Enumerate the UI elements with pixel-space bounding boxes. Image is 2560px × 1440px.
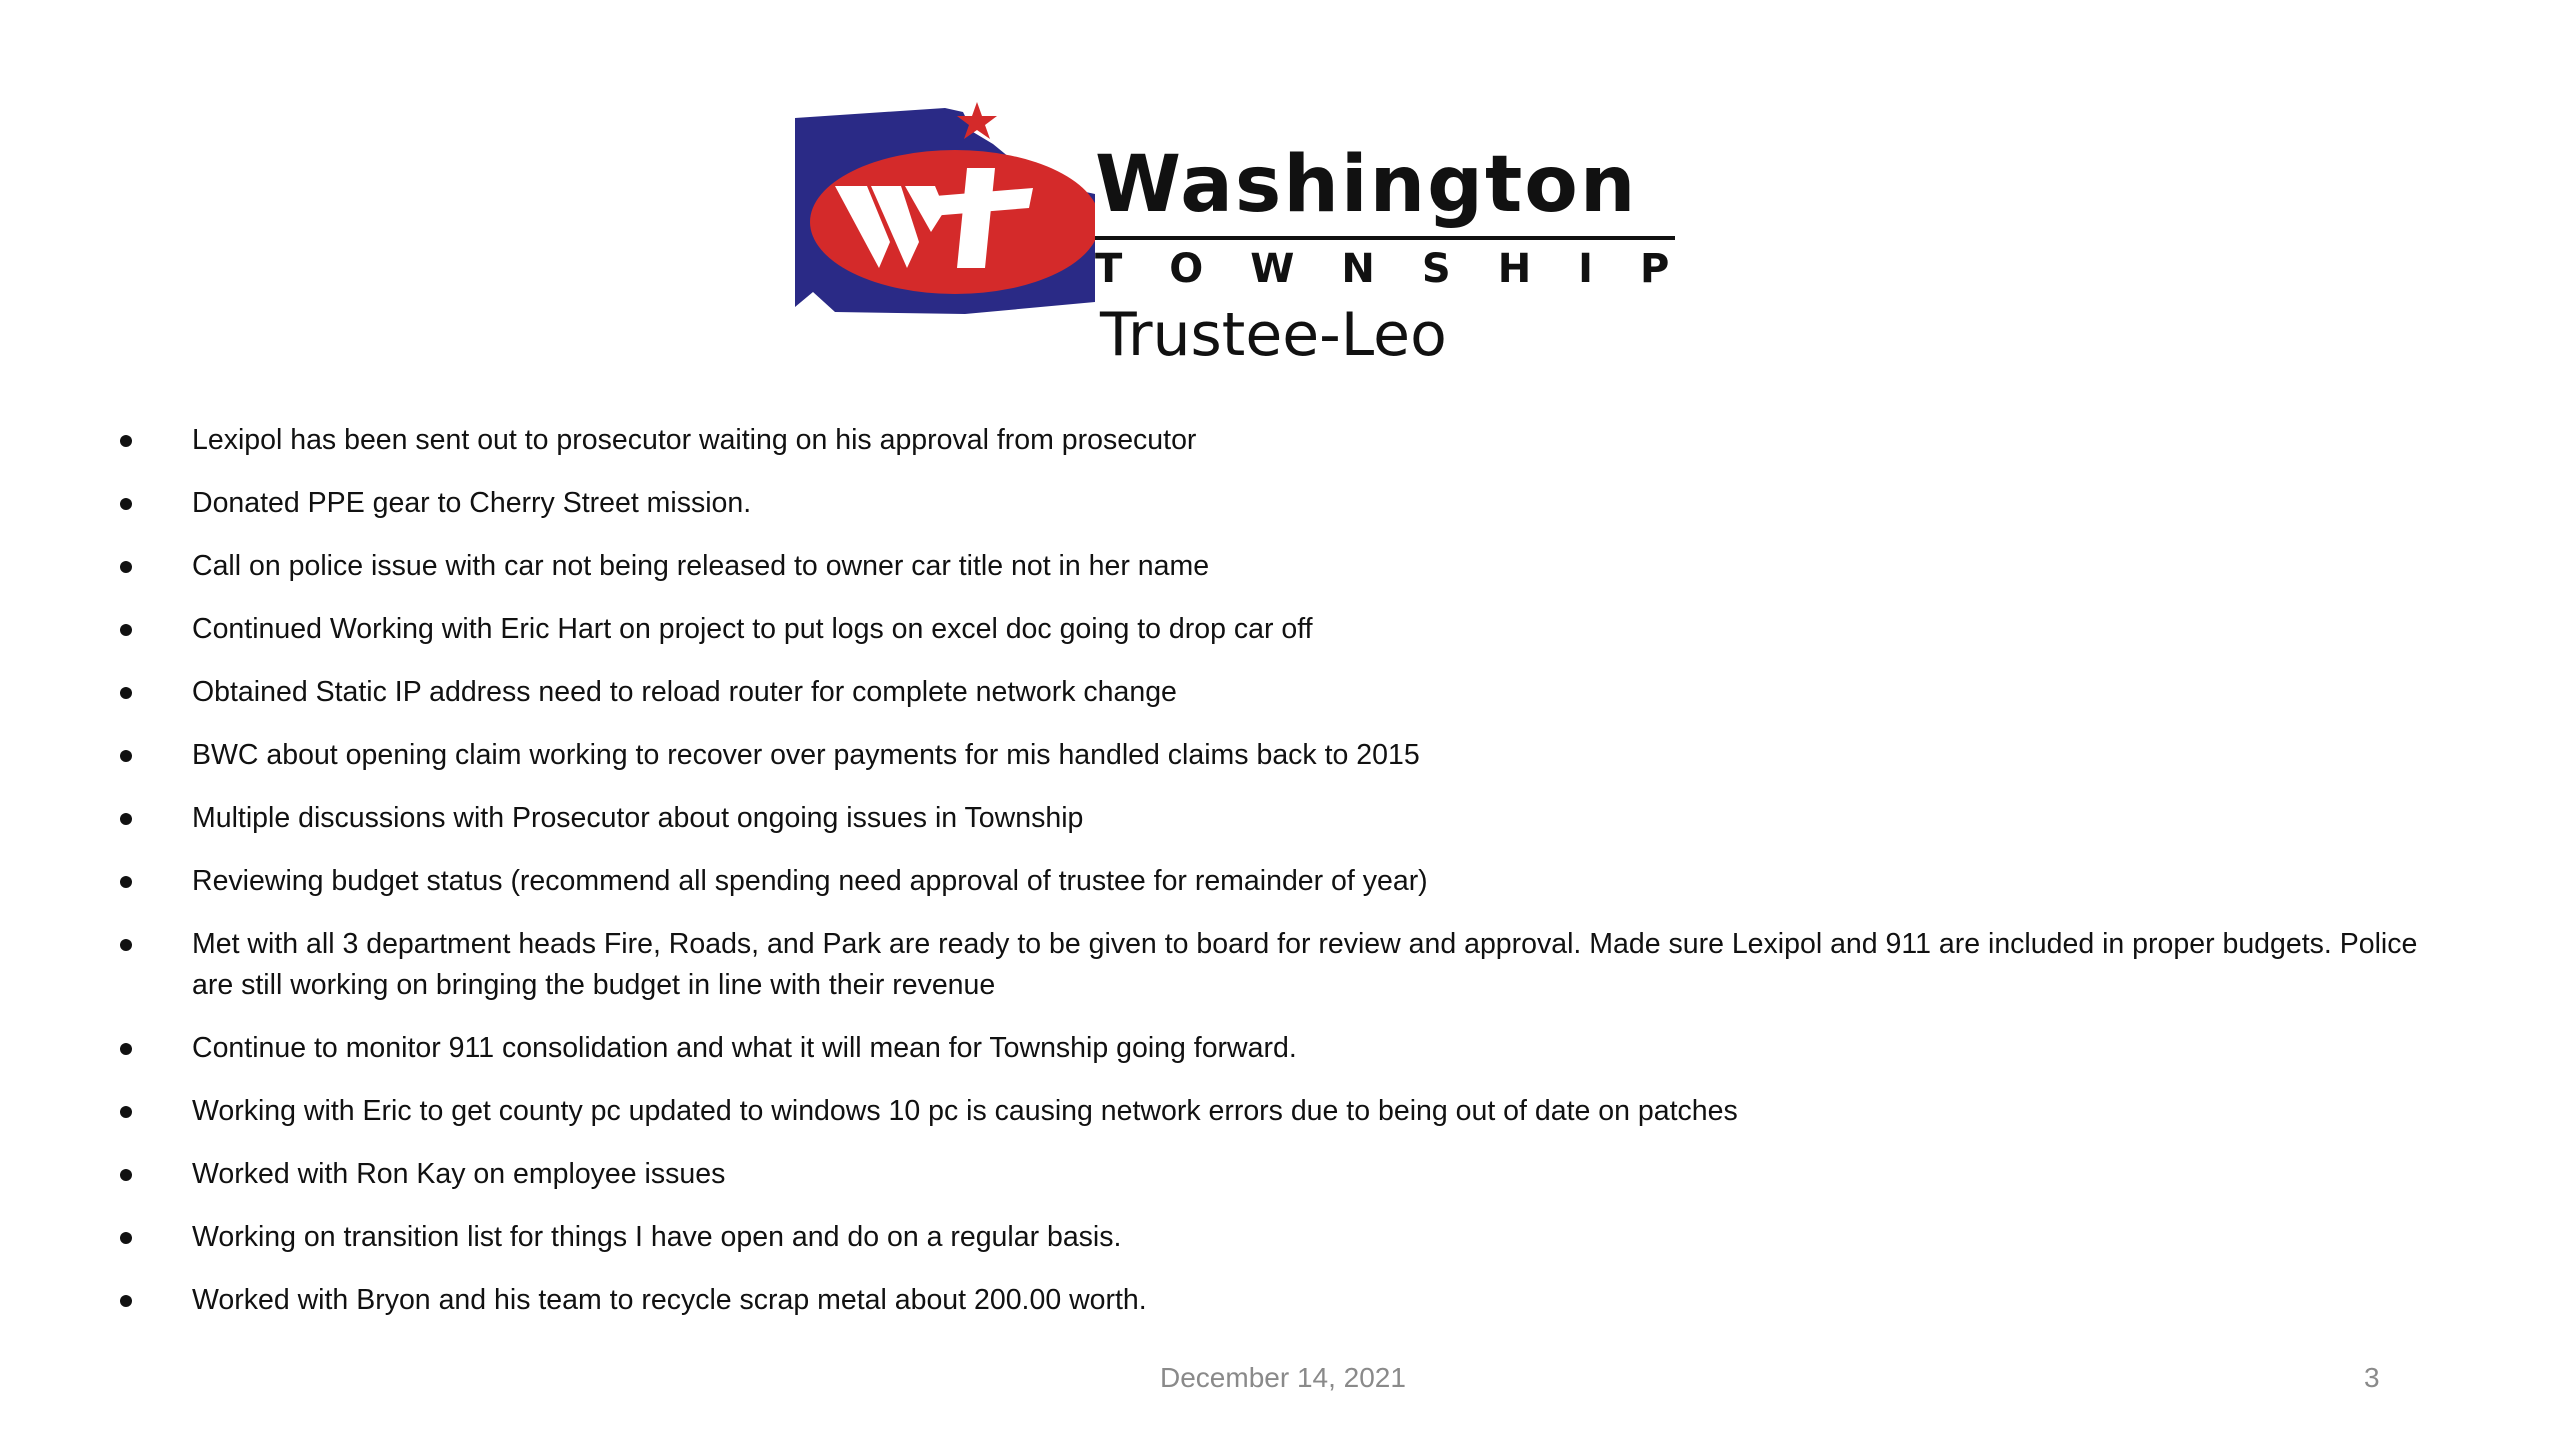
bullet-item xyxy=(110,1091,2460,1132)
bullet-item xyxy=(110,1217,2460,1258)
bullet-text: BWC about opening claim working to recover over payments for mis handled claims back to 2015 xyxy=(192,739,1420,771)
bullet-dot-icon xyxy=(120,561,132,573)
bullet-item xyxy=(110,924,2460,1006)
bullet-dot-icon xyxy=(120,624,132,636)
logo-subtitle-text: TOWNSHIP xyxy=(1095,246,1717,292)
bullet-dot-icon xyxy=(120,435,132,447)
red-oval xyxy=(810,150,1095,294)
bullet-text: Met with all 3 department heads Fire, Roads, and Park are ready to be given to board for review and approval. Made sure Lexipol and 911 are included in proper budgets. Police are still working on bringing the budget in line with their revenue xyxy=(192,928,2418,1001)
footer-date: December 14, 2021 xyxy=(1160,1362,1406,1393)
bullet-dot-icon xyxy=(120,1169,132,1181)
bullet-dot-icon xyxy=(120,939,132,951)
logo-brand-text: Washington xyxy=(1095,140,1638,230)
bullet-item xyxy=(110,609,2460,650)
bullet-text: Call on police issue with car not being released to owner car title not in her name xyxy=(192,550,1210,582)
bullet-dot-icon xyxy=(120,813,132,825)
page-number: 3 xyxy=(2364,1362,2380,1393)
bullet-text: Obtained Static IP address need to reload router for complete network change xyxy=(192,676,1177,708)
bullet-item xyxy=(110,1280,2460,1321)
bullet-list xyxy=(110,420,2460,1343)
slide-title: Trustee-Leo xyxy=(1100,300,1447,370)
bullet-text: Working on transition list for things I have open and do on a regular basis. xyxy=(192,1221,1122,1253)
bullet-item xyxy=(110,420,2460,461)
bullet-item xyxy=(110,672,2460,713)
bullet-text: Donated PPE gear to Cherry Street mission. xyxy=(192,487,752,519)
bullet-text: Worked with Bryon and his team to recycle scrap metal about 200.00 worth. xyxy=(192,1284,1147,1316)
bullet-dot-icon xyxy=(120,1106,132,1118)
bullet-item xyxy=(110,483,2460,524)
bullet-dot-icon xyxy=(120,1043,132,1055)
bullet-text: Continued Working with Eric Hart on project to put logs on excel doc going to drop car off xyxy=(192,613,1313,645)
township-map-emblem xyxy=(795,92,1095,322)
bullet-item xyxy=(110,546,2460,587)
bullet-dot-icon xyxy=(120,750,132,762)
bullet-dot-icon xyxy=(120,687,132,699)
bullet-dot-icon xyxy=(120,1295,132,1307)
bullet-dot-icon xyxy=(120,876,132,888)
bullet-item xyxy=(110,1028,2460,1069)
bullet-text: Multiple discussions with Prosecutor about ongoing issues in Township xyxy=(192,802,1084,834)
bullet-text: Reviewing budget status (recommend all spending need approval of trustee for remainder of year) xyxy=(192,865,1428,897)
bullet-item xyxy=(110,798,2460,839)
bullet-text: Working with Eric to get county pc updated to windows 10 pc is causing network errors due to being out of date on patches xyxy=(192,1095,1738,1127)
bullet-text: Lexipol has been sent out to prosecutor waiting on his approval from prosecutor xyxy=(192,424,1197,456)
bullet-item xyxy=(110,735,2460,776)
bullet-text: Continue to monitor 911 consolidation and what it will mean for Township going forward. xyxy=(192,1032,1297,1064)
bullet-text: Worked with Ron Kay on employee issues xyxy=(192,1158,726,1190)
bullet-dot-icon xyxy=(120,1232,132,1244)
bullet-dot-icon xyxy=(120,498,132,510)
bullet-item xyxy=(110,861,2460,902)
bullet-item xyxy=(110,1154,2460,1195)
washington-township-logo xyxy=(795,92,1717,322)
logo-divider xyxy=(1095,236,1675,240)
